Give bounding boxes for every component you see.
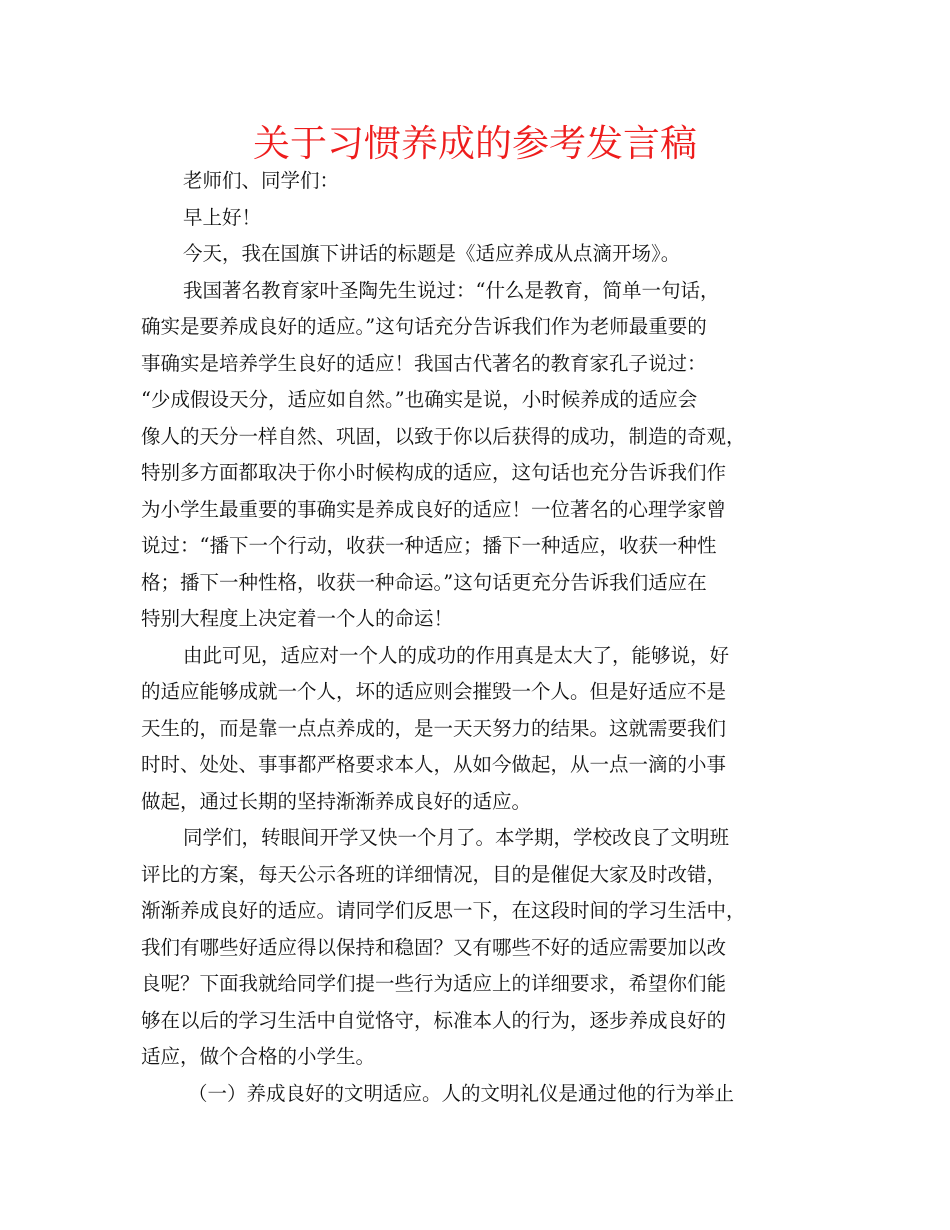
document-line: 渐渐养成良好的适应。请同学们反思一下，在这段时间的学习生活中，	[141, 899, 746, 922]
document-line: 说过：“播下一个行动，收获一种适应；播下一种适应，收获一种性	[141, 534, 717, 557]
document-line: 同学们，转眼间开学又快一个月了。本学期，学校改良了文明班	[183, 826, 730, 849]
document-line: （一）养成良好的文明适应。人的文明礼仪是通过他的行为举止	[188, 1081, 735, 1105]
document-body	[141, 163, 821, 1112]
document-line: 时时、处处、事事都严格要求本人，从如今做起，从一点一滴的小事	[141, 753, 727, 776]
document-line: 评比的方案，每天公示各班的详细情况，目的是催促大家及时改错，	[141, 862, 727, 886]
document-line: 由此可见，适应对一个人的成功的作用真是太大了，能够说，好	[183, 643, 730, 667]
document-line: 我们有哪些好适应得以保持和稳固？又有哪些不好的适应需要加以改	[141, 935, 727, 959]
document-line: 特别多方面都取决于你小时候构成的适应，这句话也充分告诉我们作	[141, 461, 727, 484]
document-line: 特别大程度上决定着一个人的命运！	[141, 607, 454, 630]
document-line: 适应，做个合格的小学生。	[141, 1045, 376, 1068]
document-line: 做起，通过长期的坚持渐渐养成良好的适应。	[141, 789, 532, 813]
document-title: 关于习惯养成的参考发言稿	[253, 122, 697, 165]
document-line: 事确实是培养学生良好的适应！我国古代著名的教育家孔子说过：	[141, 351, 707, 375]
document-line: 良呢？下面我就给同学们提一些行为适应上的详细要求，希望你们能	[141, 972, 727, 995]
document-line: 的适应能够成就一个人，坏的适应则会摧毁一个人。但是好适应不是	[141, 680, 727, 703]
document-line: 够在以后的学习生活中自觉恪守，标准本人的行为，逐步养成良好的	[141, 1008, 727, 1032]
document-line: 为小学生最重要的事确实是养成良好的适应！一位著名的心理学家曾	[141, 497, 727, 521]
document-line: 老师们、同学们：	[183, 169, 340, 192]
document-line: 格；播下一种性格，收获一种命运。”这句话更充分告诉我们适应在	[141, 570, 707, 594]
document-line: 我国著名教育家叶圣陶先生说过：“什么是教育，简单一句话，	[183, 278, 720, 302]
document-line: 天生的，而是靠一点点养成的，是一天天努力的结果。这就需要我们	[141, 716, 727, 740]
document-line: 像人的天分一样自然、巩固，以致于你以后获得的成功，制造的奇观，	[141, 424, 746, 448]
document-line: “少成假设天分，适应如自然。”也确实是说，小时候养成的适应会	[141, 388, 698, 411]
document-line: 今天，我在国旗下讲话的标题是《适应养成从点滴开场》。	[183, 242, 681, 265]
document-line: 早上好！	[183, 205, 262, 229]
document-line: 确实是要养成良好的适应。”这句话充分告诉我们作为老师最重要的	[141, 315, 707, 338]
